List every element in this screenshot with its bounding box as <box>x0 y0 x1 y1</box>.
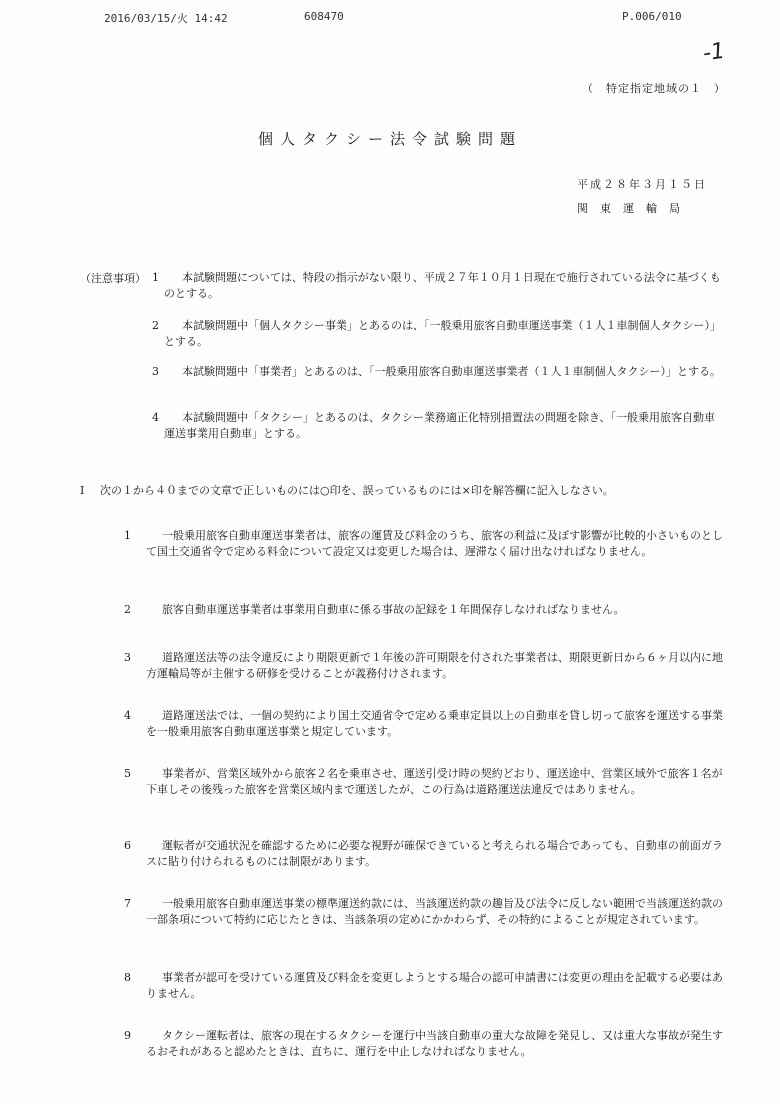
section-number: Ⅰ <box>80 484 85 497</box>
question-number: 3 <box>124 651 131 664</box>
question-item <box>124 602 724 618</box>
page-title: 個人タクシー法令試験問題 <box>257 130 522 148</box>
note-number: 2 <box>152 319 159 332</box>
question-number: 8 <box>124 971 131 984</box>
question-item <box>124 970 724 1002</box>
question-number: 7 <box>124 897 131 910</box>
note-number: 4 <box>152 411 159 424</box>
note-text: 本試験問題については、特段の指示がない限り、平成２７年１０月１日現在で施行されている法令に基づくものとする。 <box>164 271 721 300</box>
question-text: 一般乗用旅客自動車運送事業の標準運送約款には、当該運送約款の趣旨及び法令に反しない範囲で当該運送約款の一部条項について特約に応じたときは、当該条項の定めにかかわらず、その特約によることが規定されています。 <box>146 897 723 926</box>
region-note: （ 特定指定地域の１ ） <box>582 82 726 95</box>
note-text: 本試験問題中「事業者」とあるのは、「一般乗用旅客自動車運送事業者（１人１車制個人タクシー）」とする。 <box>182 365 721 378</box>
question-item <box>124 650 724 682</box>
question-text: 事業者が、営業区域外から旅客２名を乗車させ、運送引受け時の契約どおり、運送途中、営業区域外で旅客１名が下車しその後残った旅客を営業区域内まで運送したが、この行為は道路運送法違反ではありません。 <box>146 767 723 796</box>
question-text: 運転者が交通状況を確認するために必要な視野が確保できていると考えられる場合であっても、自動車の前面ガラスに貼り付けられるものには制限があります。 <box>146 839 723 868</box>
question-number: 4 <box>124 709 131 722</box>
fax-header <box>0 6 780 26</box>
note-text: 本試験問題中「タクシー」とあるのは、タクシー業務適正化特別措置法の問題を除き、「一般乗用旅客自動車運送事業用自動車」とする。 <box>164 411 716 440</box>
issue-date: 平成２８年３月１５日 <box>577 178 707 191</box>
section-instruction-text: 次の１から４０までの文章で正しいものには○印を、誤っているものには×印を解答欄に記入しなさい。 <box>100 484 614 497</box>
question-item <box>124 708 724 740</box>
question-text: 事業者が認可を受けている運賃及び料金を変更しようとする場合の認可申請書には変更の理由を記載する必要はありません。 <box>146 971 723 1000</box>
question-number: 6 <box>124 839 131 852</box>
question-item <box>124 528 724 560</box>
question-text: 道路運送法等の法令違反により期限更新で１年後の許可期限を付された事業者は、期限更新日から６ヶ月以内に地方運輸局等が主催する研修を受けることが義務付けされます。 <box>146 651 723 680</box>
notes-label: （注意事項） <box>80 272 146 285</box>
question-text: 道路運送法では、一個の契約により国土交通省令で定める乗車定員以上の自動車を貸し切って旅客を運送する事業を一般乗用旅客自動車運送事業と規定しています。 <box>146 709 723 738</box>
note-text: 本試験問題中「個人タクシー事業」とあるのは、「一般乗用旅客自動車運送事業（１人１車制個人タクシー）」とする。 <box>164 319 721 348</box>
question-item <box>124 896 724 928</box>
note-number: 1 <box>152 271 159 284</box>
note-item <box>152 318 722 350</box>
question-item <box>124 766 724 798</box>
question-number: 1 <box>124 529 131 542</box>
question-number: 5 <box>124 767 131 780</box>
note-item <box>152 410 722 442</box>
question-number: 2 <box>124 603 131 616</box>
fax-number: 608470 <box>304 10 344 23</box>
question-text: 旅客自動車運送事業者は事業用自動車に係る事故の記録を１年間保存しなければなりません。 <box>162 603 625 616</box>
section-instruction <box>80 482 720 498</box>
question-text: タクシー運転者は、旅客の現在するタクシーを運行中当該自動車の重大な故障を発見し、又は重大な事故が発生するおそれがあると認めたときは、直ちに、運行を中止しなければなりません。 <box>146 1029 723 1058</box>
fax-page-number: P.006/010 <box>622 10 682 23</box>
note-number: 3 <box>152 365 159 378</box>
question-item <box>124 838 724 870</box>
issuer: 関東運輸局 <box>577 202 692 215</box>
fax-datetime: 2016/03/15/火 14:42 <box>104 12 228 25</box>
question-item <box>124 1028 724 1060</box>
note-item <box>152 364 722 380</box>
handwritten-mark: -1 <box>701 38 727 67</box>
question-text: 一般乗用旅客自動車運送事業者は、旅客の運賃及び料金のうち、旅客の利益に及ぼす影響が比較的小さいものとして国土交通省令で定める料金について設定又は変更した場合は、遅滞なく届け出なければなりません。 <box>146 529 723 558</box>
note-item <box>152 270 722 302</box>
question-number: 9 <box>124 1029 131 1042</box>
